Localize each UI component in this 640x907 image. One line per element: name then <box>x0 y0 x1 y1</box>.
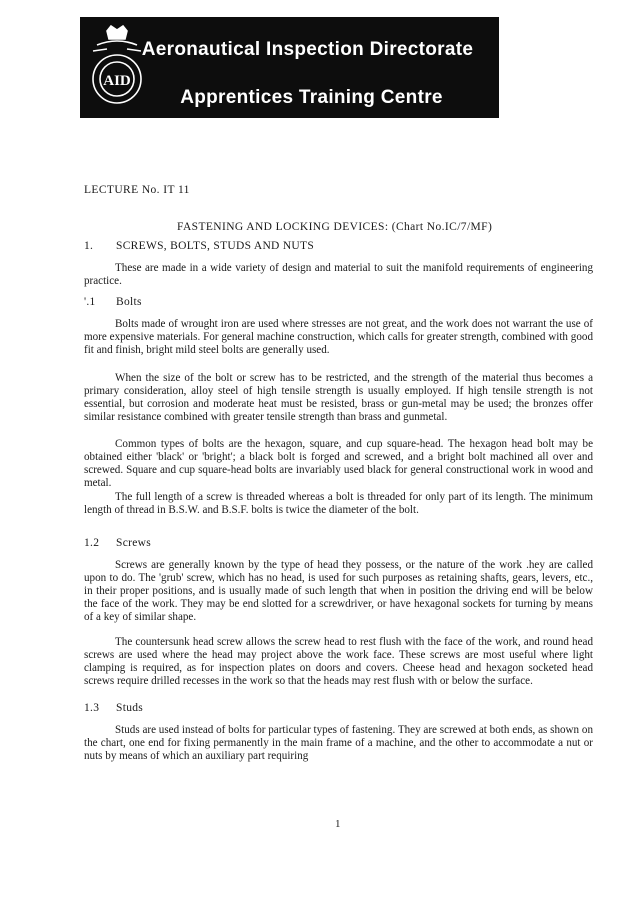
page-number: 1 <box>335 818 341 830</box>
header-banner <box>80 17 499 118</box>
bolts-paragraph-4: The full length of a screw is threaded whereas a bolt is threaded for only part of its length. The minimum length of thread in B.S.W. and B.S.F. bolts is twice the diameter of the bolt. <box>84 491 593 516</box>
section-1-heading: 1. SCREWS, BOLTS, STUDS AND NUTS <box>84 240 315 252</box>
studs-paragraph-1: Studs are used instead of bolts for particular types of fastening. They are screwed at both ends, as shown on the chart, one end for fixing permanently in the main frame of a machine, and the other to accommodate a nut or nuts by means of which an auxiliary part requiring <box>84 724 593 762</box>
document-title: FASTENING AND LOCKING DEVICES: (Chart No.IC/7/MF) <box>177 221 493 233</box>
section-1-2-heading: 1.2 Screws <box>84 537 152 549</box>
section-1-3-heading: 1.3 Studs <box>84 702 144 714</box>
bolts-paragraph-3: Common types of bolts are the hexagon, square, and cup square-head. The hexagon head bolt may be obtained either 'black' or 'bright'; a black bolt is forged and screwed, and a bright bolt machined all over and screwed. Square and cup square-head bolts are invariably used black for general constructional work in wood and metal. <box>84 438 593 489</box>
section-1-1-heading: '.1 Bolts <box>84 296 142 308</box>
bolts-paragraph-1: Bolts made of wrought iron are used where stresses are not great, and the work does not warrant the use of more expensive materials. For general machine construction, which calls for greater strength, combined with good fit and finish, bright mild steel bolts are generally used. <box>84 318 593 356</box>
bolts-paragraph-2: When the size of the bolt or screw has to be restricted, and the strength of the material thus becomes a primary consideration, alloy steel of high tensile strength is usually employed. If high tensile strength is not essential, but corrosion and moderate heat must be resisted, brass or gun-metal may be used; the bronzes offer similar resistance combined with greater tensile strength than brass and gunmetal. <box>84 372 593 423</box>
svg-text:AID: AID <box>103 73 131 89</box>
screws-paragraph-2: The countersunk head screw allows the screw head to rest flush with the face of the work, and round head screws are used where the head may project above the work face. These screws are most useful where light clamping is required, as for inspection plates on doors and covers. Cheese head and hexagon socketed head screws require drilled recesses in the work so that the heads may rest flush with or below the surface. <box>84 636 593 687</box>
section-1-paragraph: These are made in a wide variety of design and material to suit the manifold requirements of engineering practice. <box>84 262 593 287</box>
lecture-number: LECTURE No. IT 11 <box>84 184 190 196</box>
header-subtitle: Apprentices Training Centre <box>180 87 443 108</box>
screws-paragraph-1: Screws are generally known by the type of head they possess, or the nature of the work .hey are called upon to do. The 'grub' screw, which has no head, is used for such purposes as retaining shafts, gears, levers, etc., in their proper positions, and is usually made of such length that when in position the driving end will be below the face of the work. They may be end slotted for a screwdriver, or have hexagonal sockets for turning by means of a key of similar shape. <box>84 559 593 623</box>
header-title: Aeronautical Inspection Directorate <box>141 39 474 60</box>
